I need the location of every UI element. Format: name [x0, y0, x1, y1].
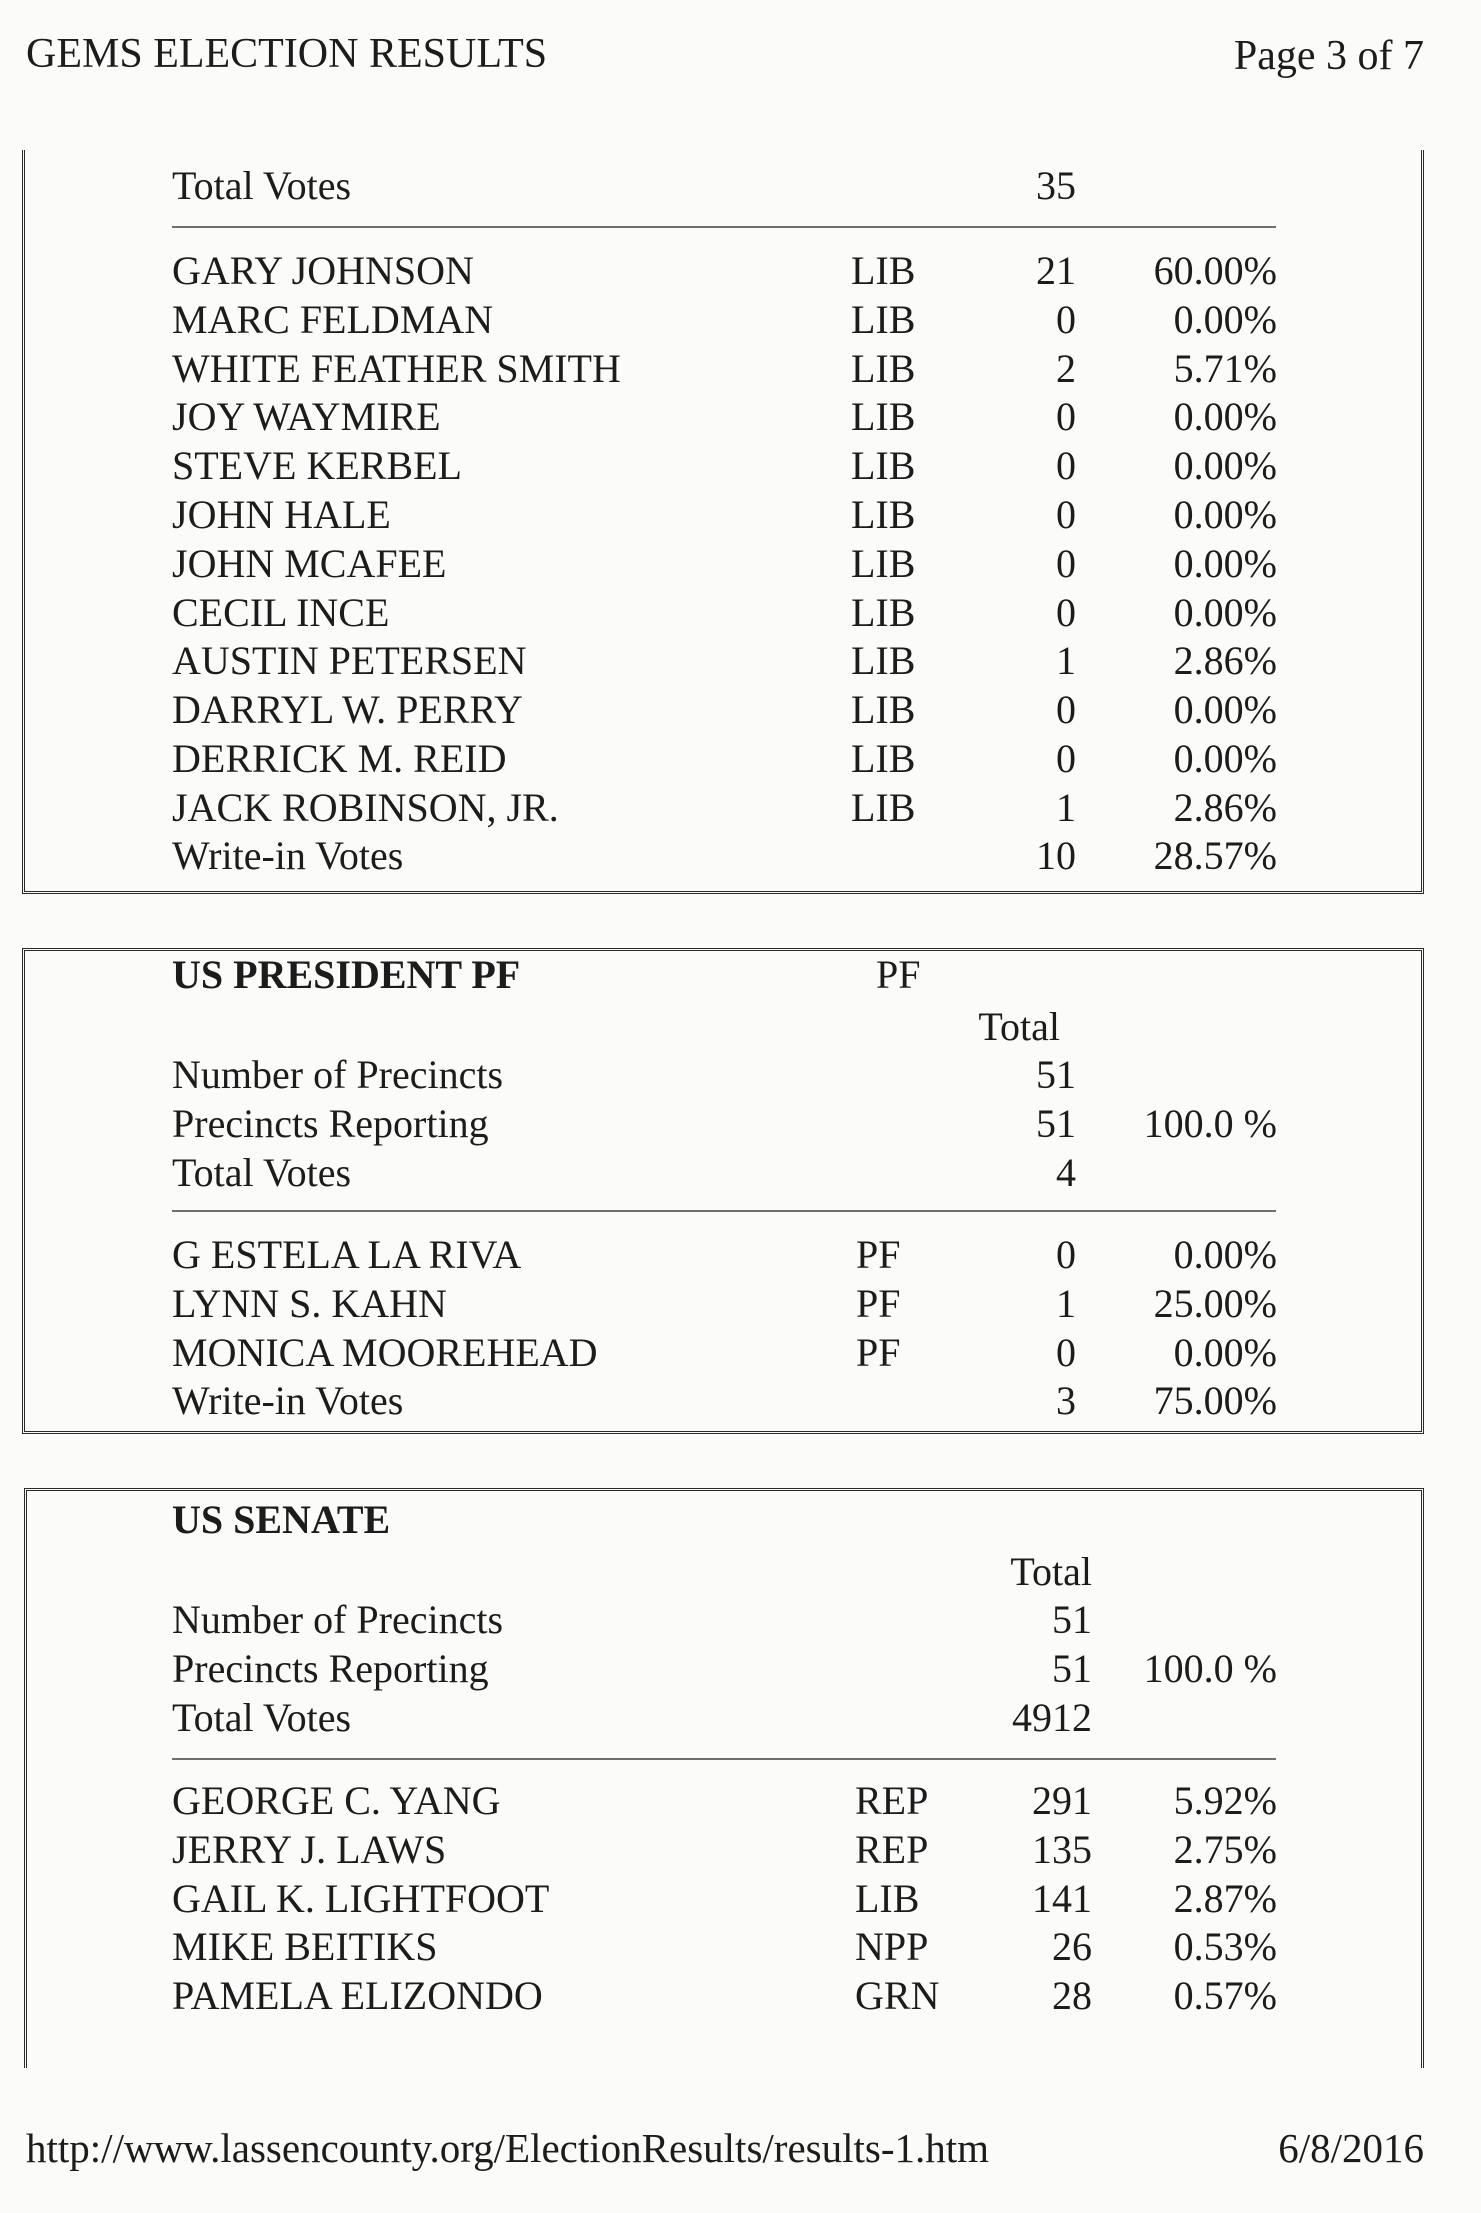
pf-reporting-label: Precincts Reporting — [172, 1101, 489, 1146]
candidate-votes: 0 — [1056, 1329, 1076, 1375]
candidate-row — [0, 638, 1481, 684]
senate-total-header: Total — [1010, 1549, 1092, 1594]
candidate-name: JACK ROBINSON, JR. — [172, 784, 559, 830]
senate-reporting-pct: 100.0 % — [1143, 1646, 1277, 1691]
candidate-pct: 2.86% — [1173, 784, 1277, 830]
candidate-pct: 25.00% — [1153, 1280, 1277, 1326]
candidate-party: LIB — [851, 736, 916, 781]
senate-total-votes-row — [0, 1695, 1481, 1741]
pf-writein-label: Write-in Votes — [172, 1378, 404, 1423]
candidate-row — [0, 1330, 1481, 1376]
pf-precincts-label: Number of Precincts — [172, 1052, 504, 1097]
candidate-votes: 2 — [1056, 345, 1076, 391]
senate-total-header-row — [0, 1549, 1481, 1595]
candidate-party: LIB — [851, 784, 916, 830]
candidate-votes: 141 — [1032, 1875, 1092, 1921]
lib-writein-row — [0, 833, 1481, 879]
candidate-row — [0, 541, 1481, 587]
candidate-row — [0, 248, 1481, 294]
candidate-votes: 1 — [1056, 638, 1076, 684]
candidate-party: LIB — [851, 443, 916, 489]
candidate-votes: 0 — [1056, 492, 1076, 537]
candidate-party: GRN — [855, 1973, 940, 2019]
candidate-pct: 5.71% — [1173, 345, 1277, 391]
candidate-votes: 0 — [1056, 296, 1076, 342]
candidate-pct: 0.00% — [1173, 492, 1277, 537]
candidate-name: GAIL K. LIGHTFOOT — [172, 1875, 550, 1921]
candidate-pct: 0.00% — [1173, 443, 1277, 489]
lib-separator — [172, 226, 1276, 228]
candidate-row — [0, 1973, 1481, 2019]
candidate-votes: 135 — [1032, 1826, 1092, 1872]
candidate-name: MONICA MOOREHEAD — [172, 1329, 598, 1375]
candidate-votes: 26 — [1052, 1924, 1092, 1970]
candidate-party: LIB — [851, 248, 916, 293]
candidate-party: LIB — [851, 540, 916, 586]
candidate-name: DERRICK M. REID — [172, 736, 507, 781]
footer-url: http://www.lassencounty.org/ElectionResults/results-1.htm — [26, 2125, 990, 2171]
candidate-name: MARC FELDMAN — [172, 296, 494, 342]
candidate-row — [0, 394, 1481, 440]
candidate-name: WHITE FEATHER SMITH — [172, 345, 621, 391]
candidate-name: GEORGE C. YANG — [172, 1778, 501, 1823]
candidate-row — [0, 346, 1481, 392]
candidate-row — [0, 785, 1481, 831]
candidate-name: STEVE KERBEL — [172, 443, 462, 489]
candidate-party: LIB — [851, 345, 916, 391]
candidate-name: AUSTIN PETERSEN — [172, 638, 527, 684]
candidate-pct: 60.00% — [1153, 248, 1277, 293]
pf-total-votes-row — [0, 1150, 1481, 1196]
candidate-votes: 0 — [1056, 443, 1076, 489]
candidate-name: PAMELA ELIZONDO — [172, 1973, 543, 2019]
candidate-pct: 5.92% — [1173, 1778, 1277, 1823]
senate-contest-title: US SENATE — [172, 1497, 391, 1542]
candidate-votes: 0 — [1056, 394, 1076, 440]
candidate-name: GARY JOHNSON — [172, 248, 474, 293]
candidate-votes: 1 — [1056, 784, 1076, 830]
pf-contest-title: US PRESIDENT PF — [172, 952, 521, 997]
candidate-name: JOY WAYMIRE — [172, 394, 441, 440]
total-votes-label: Total Votes — [172, 163, 352, 208]
candidate-pct: 0.00% — [1173, 736, 1277, 781]
candidate-party: PF — [856, 1329, 901, 1375]
candidate-party: NPP — [855, 1924, 929, 1970]
candidate-row — [0, 590, 1481, 636]
candidate-party: LIB — [851, 492, 916, 537]
pf-party-row — [0, 952, 1481, 998]
candidate-row — [0, 736, 1481, 782]
writein-label: Write-in Votes — [172, 833, 404, 878]
senate-total-votes-label: Total Votes — [172, 1695, 352, 1740]
senate-separator — [172, 1758, 1276, 1760]
candidate-row — [0, 492, 1481, 538]
candidate-pct: 0.00% — [1173, 1329, 1277, 1375]
candidate-pct: 0.00% — [1173, 687, 1277, 733]
candidate-party: LIB — [855, 1875, 920, 1921]
candidate-pct: 0.00% — [1173, 1232, 1277, 1277]
candidate-pct: 0.00% — [1173, 540, 1277, 586]
total-votes-value: 35 — [1036, 163, 1076, 208]
senate-precincts-label: Number of Precincts — [172, 1597, 504, 1642]
candidate-row — [0, 1281, 1481, 1327]
pf-precincts-value: 51 — [1036, 1052, 1076, 1097]
candidate-votes: 1 — [1056, 1280, 1076, 1326]
candidate-name: G ESTELA LA RIVA — [172, 1232, 522, 1277]
pf-writein-row — [0, 1378, 1481, 1424]
writein-votes: 10 — [1036, 833, 1076, 878]
candidate-votes: 0 — [1056, 687, 1076, 733]
candidate-party: REP — [855, 1826, 929, 1872]
pf-total-header-row — [0, 1004, 1481, 1050]
candidate-pct: 2.87% — [1173, 1875, 1277, 1921]
pf-reporting-value: 51 — [1036, 1101, 1076, 1146]
candidate-votes: 0 — [1056, 589, 1076, 635]
candidate-pct: 0.00% — [1173, 589, 1277, 635]
candidate-votes: 28 — [1052, 1973, 1092, 2019]
candidate-row — [0, 1778, 1481, 1824]
writein-pct: 28.57% — [1153, 833, 1277, 878]
candidate-name: DARRYL W. PERRY — [172, 687, 523, 733]
pf-precincts-row — [0, 1052, 1481, 1098]
candidate-row — [0, 443, 1481, 489]
candidate-row — [0, 1876, 1481, 1922]
candidate-party: LIB — [851, 296, 916, 342]
candidate-party: LIB — [851, 638, 916, 684]
candidate-pct: 0.57% — [1173, 1973, 1277, 2019]
candidate-party: LIB — [851, 589, 916, 635]
candidate-party: PF — [856, 1232, 901, 1277]
candidate-name: CECIL INCE — [172, 589, 390, 635]
pf-writein-pct: 75.00% — [1153, 1378, 1277, 1423]
senate-precincts-value: 51 — [1052, 1597, 1092, 1642]
senate-reporting-value: 51 — [1052, 1646, 1092, 1691]
candidate-party: LIB — [851, 394, 916, 440]
candidate-name: LYNN S. KAHN — [172, 1280, 447, 1326]
lib-total-votes-row — [0, 163, 1481, 209]
senate-precincts-row — [0, 1597, 1481, 1643]
footer-date: 6/8/2016 — [1278, 2125, 1424, 2171]
pf-total-votes-value: 4 — [1056, 1150, 1076, 1195]
pf-writein-votes: 3 — [1056, 1378, 1076, 1423]
pf-total-votes-label: Total Votes — [172, 1150, 352, 1195]
pf-party-label: PF — [876, 952, 921, 997]
candidate-votes: 21 — [1036, 248, 1076, 293]
page-number: Page 3 of 7 — [1233, 33, 1424, 79]
candidate-name: JOHN MCAFEE — [172, 540, 447, 586]
pf-reporting-row — [0, 1101, 1481, 1147]
candidate-votes: 0 — [1056, 1232, 1076, 1277]
senate-reporting-label: Precincts Reporting — [172, 1646, 489, 1691]
candidate-row — [0, 1232, 1481, 1278]
senate-reporting-row — [0, 1646, 1481, 1692]
candidate-row — [0, 687, 1481, 733]
candidate-party: REP — [855, 1778, 929, 1823]
candidate-party: LIB — [851, 687, 916, 733]
candidate-pct: 0.00% — [1173, 296, 1277, 342]
candidate-row — [0, 297, 1481, 343]
page-header-title: GEMS ELECTION RESULTS — [26, 31, 548, 77]
senate-total-votes-value: 4912 — [1012, 1695, 1092, 1740]
candidate-name: JERRY J. LAWS — [172, 1826, 447, 1872]
pf-total-header: Total — [978, 1004, 1060, 1049]
candidate-party: PF — [856, 1280, 901, 1326]
senate-title-row — [0, 1497, 1481, 1543]
candidate-pct: 2.75% — [1173, 1826, 1277, 1872]
candidate-row — [0, 1827, 1481, 1873]
candidate-votes: 291 — [1032, 1778, 1092, 1823]
pf-reporting-pct: 100.0 % — [1143, 1101, 1277, 1146]
candidate-pct: 2.86% — [1173, 638, 1277, 684]
pf-separator — [172, 1210, 1276, 1212]
candidate-name: MIKE BEITIKS — [172, 1924, 438, 1970]
candidate-pct: 0.53% — [1173, 1924, 1277, 1970]
candidate-row — [0, 1924, 1481, 1970]
candidate-pct: 0.00% — [1173, 394, 1277, 440]
candidate-name: JOHN HALE — [172, 492, 391, 537]
candidate-votes: 0 — [1056, 736, 1076, 781]
candidate-votes: 0 — [1056, 540, 1076, 586]
